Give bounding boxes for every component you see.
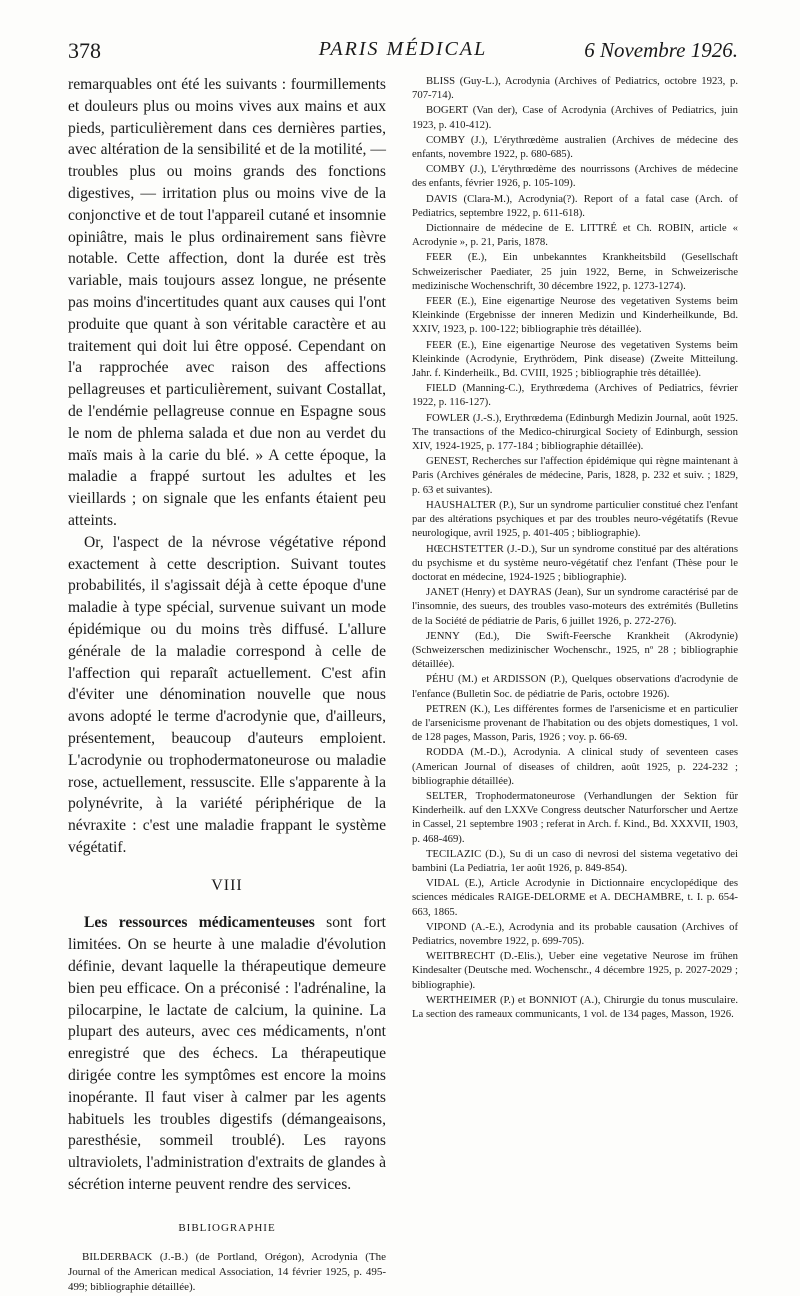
reference-entry: SELTER, Trophodermatoneurose (Verhandlungen der Sektion für Kinderheilk. auf den LXXVe Congress deutscher Naturforscher und Aertze in Cassel, 21 septembre 1903 ; referat in Arch. f. Kind., Bd. XXXVII, 1903, p. 468-469). xyxy=(412,789,738,845)
reference-entry: BOGERT (Van der), Case of Acrodynia (Archives of Pediatrics, juin 1923, p. 410-412). xyxy=(412,104,738,131)
section-lead: Les ressources médicamenteuses xyxy=(84,914,315,932)
journal-title: PARIS MÉDICAL xyxy=(318,38,488,60)
reference-entry: FEER (E.), Ein unbekanntes Krankheitsbild (Gesellschaft Schweizerischer Paediater, 25 juin 1922, Berne, in Schweizerische medizinische Wochenschrift, 30 décembre 1922, p. 1273-1274). xyxy=(412,251,738,292)
right-column xyxy=(412,74,738,1022)
reference-entry: FIELD (Manning-C.), Erythrœdema (Archives of Pediatrics, février 1922, p. 116-127). xyxy=(412,382,738,409)
reference-entry: JANET (Henry) et DAYRAS (Jean), Sur un syndrome caractérisé par de l'insomnie, des sueurs, des troubles vaso-moteurs des extrémités (Bulletins de la Société de pédiatrie de Paris, 6 juillet 1926, p. 272-276). xyxy=(412,586,738,627)
reference-entry: Dictionnaire de médecine de E. LITTRÉ et Ch. ROBIN, article « Acrodynie », p. 21, Paris, 1878. xyxy=(412,222,738,249)
reference-entry: FEER (E.), Eine eigenartige Neurose des vegetativen Systems beim Kleinkinde (Acrodynie, Erythrödem, Pink disease) (Zweite Mitteilung. Jahr. f. Kinderheilk., Bd. CVIII, 1925 ; bibliographie très détaillée). xyxy=(412,338,738,380)
left-column xyxy=(68,74,386,1296)
reference-entry: VIPOND (A.-E.), Acrodynia and its probable causation (Archives of Pediatrics, novembre 1922, p. 699-705). xyxy=(412,920,738,947)
reference-entry: HŒCHSTETTER (J.-D.), Sur un syndrome constitué par des altérations du psychisme et du système neuro-végétatif chez l'enfant (Thèse pour le doctorat en médecine, 1924-1925 ; bibliographie). xyxy=(412,542,738,583)
page-number: 378 xyxy=(68,38,101,63)
reference-entry: RODDA (M.-D.), Acrodynia. A clinical study of seventeen cases (American Journal of diseases of children, août 1925, p. 224-232 ; bibliographie détaillée). xyxy=(412,746,738,787)
reference-entry: TECILAZIC (D.), Su di un caso di nevrosi del sistema vegetativo dei bambini (La Pediatria, 1er août 1926, p. 849-854). xyxy=(412,847,738,874)
reference-entry: VIDAL (E.), Article Acrodynie in Dictionnaire encyclopédique des sciences médicales RAIGE-DELORME et A. DECHAMBRE, t. I. p. 654-663, 1865. xyxy=(412,877,738,918)
reference-entry: BILDERBACK (J.-B.) (de Portland, Orégon), Acrodynia (The Journal of the American medical Association, 14 février 1925, p. 495-499; bibliographie détaillée). xyxy=(68,1250,386,1293)
reference-entry: COMBY (J.), L'érythrœdème australien (Archives de médecine des enfants, novembre 1922, p. 680-685). xyxy=(412,133,738,161)
reference-entry: FOWLER (J.-S.), Erythrœdema (Edinburgh Medizin Journal, août 1925. The transactions of the Medico-chirurgical Society of Edinburgh, session XIV, 1924-1925, p. 177-184 ; bibliographie détaillée). xyxy=(412,411,738,453)
reference-entry: WEITBRECHT (D.-Elis.), Ueber eine vegetative Neurose im frühen Kindesalter (Deutsche med. Wochenschr., 4 décembre 1925, p. 2027-2029 ; bibliographie). xyxy=(412,950,738,991)
reference-entry: PÉHU (M.) et ARDISSON (P.), Quelques observations d'acrodynie de l'enfance (Bulletin Soc. de pédiatrie de Paris, octobre 1926). xyxy=(412,673,738,700)
reference-entry: JENNY (Ed.), Die Swift-Feersche Krankheit (Akrodynie) (Schweizerschen medizinischer Wochenschr., 1925, nº 28 ; bibliographie détaillée). xyxy=(412,629,738,671)
reference-entry: PETREN (K.), Les différentes formes de l'arsenicisme et en particulier de l'arsenicisme provenant de l'habitation ou des objets domestiques, 1 vol. de 128 pages, Masson, Paris, 1926 ; voy. p. 66-69. xyxy=(412,702,738,744)
section-paragraph xyxy=(68,912,386,1195)
reference-entry: HAUSHALTER (P.), Sur un syndrome particulier constitué chez l'enfant par des altérations psychiques et par des troubles neuro-végétatifs (Revue neurologique, avril 1925, p. 401-405 ; bibliographie). xyxy=(412,498,738,540)
body-paragraph: Or, l'aspect de la névrose végétative répond exactement à cette description. Suivant toutes probabilités, il s'agissait déjà à cette époque d'une maladie à type spécial, survenue suivant un mode épidémique ou du moins très diffusé. L'allure générale de la maladie correspond à celle de l'affection qui reparaît actuellement. C'est afin d'éviter une dénomination nouvelle que nous avons adopté le terme d'acrodynie que, d'ailleurs, présentement, beaucoup d'auteurs emploient. L'acrodynie ou trophodermatoneurose ou maladie rose, actuellement, ressuscite. Elle s'apparente à la polynévrite, à la variété périphérique de la névraxite : c'est une maladie frappant le système végétatif. xyxy=(68,533,386,856)
reference-entry: WERTHEIMER (P.) et BONNIOT (A.), Chirurgie du tonus musculaire. La section des rameaux communicants, 1 vol. de 134 pages, Masson, 1926. xyxy=(412,993,738,1020)
bibliography-title: BIBLIOGRAPHIE xyxy=(178,1221,276,1234)
section-text: sont fort limitées. On se heurte à une maladie d'évolution définie, devant laquelle la thérapeutique demeure bien peu efficace. On a préconisé : l'adrénaline, la pilocarpine, le lactate de calcium, la quinine. La plupart des auteurs, avec ces médicaments, n'ont enregistré que des échecs. La thérapeutique dirigée contre les symptômes est encore la moins inopérante. Il faut viser à calmer par les agents habituels les troubles digestifs (démangeaisons, paresthésie, sommeil troublé). Les rayons ultraviolets, l'administration d'extraits de glandes à sécrétion interne peuvent rendre des services. xyxy=(68,914,386,1194)
body-paragraph: remarquables ont été les suivants : fourmillements et douleurs plus ou moins vives aux mains et aux pieds, particulièrement dans ces dernières parties, avec altération de la sensibilité et de la motilité, — troubles plus ou moins grands des fonctions digestives, — irritation plus ou moins vive de la conjonctive et de tout l'appareil cutané et insomnie opiniâtre, mais le plus ordinairement sans fièvre notable. Cette affection, dont la durée est très variable, mais toujours assez longue, ne présente pas moins d'incertitudes quant aux causes qui l'ont produite que quant à son véritable caractère et au traitement qui doit lui être opposé. Cependant on l'a rapprochée avec raison des affections pellagreuses et particulièrement, suivant Costallat, de l'endémie pellagreuse connue en Espagne sous le nom de phlema salada et due non au verdet du maïs mais à la carie du blé. » A cette époque, la maladie a frappé surtout les adultes et les vieillards ; on signale que les enfants étaient peu atteints. xyxy=(68,76,386,529)
reference-entry: FEER (E.), Eine eigenartige Neurose des vegetativen Systems beim Kleinkinde (Ergebnisse der inneren Medizin und Kinderheilkunde, Bd. XXIV, 1923, p. 100-122; bibliographie très détaillée). xyxy=(412,295,738,336)
reference-entry: COMBY (J.), L'érythrœdème des nourrissons (Archives de médecine des enfants, février 1926, p. 105-109). xyxy=(412,163,738,190)
issue-date: 6 Novembre 1926. xyxy=(584,38,738,62)
reference-entry: BLISS (Guy-L.), Acrodynia (Archives of Pediatrics, octobre 1923, p. 707-714). xyxy=(412,75,738,102)
section-heading: VIII xyxy=(211,876,243,894)
reference-entry: GENEST, Recherches sur l'affection épidémique qui règne maintenant à Paris (Archives générales de médecine, Paris, 1828, p. 232 et suiv. ; 1829, p. 63 et suivantes). xyxy=(412,455,738,496)
page-header xyxy=(68,38,738,68)
reference-entry: DAVIS (Clara-M.), Acrodynia(?). Report of a fatal case (Arch. of Pediatrics, septembre 1922, p. 611-618). xyxy=(412,192,738,219)
